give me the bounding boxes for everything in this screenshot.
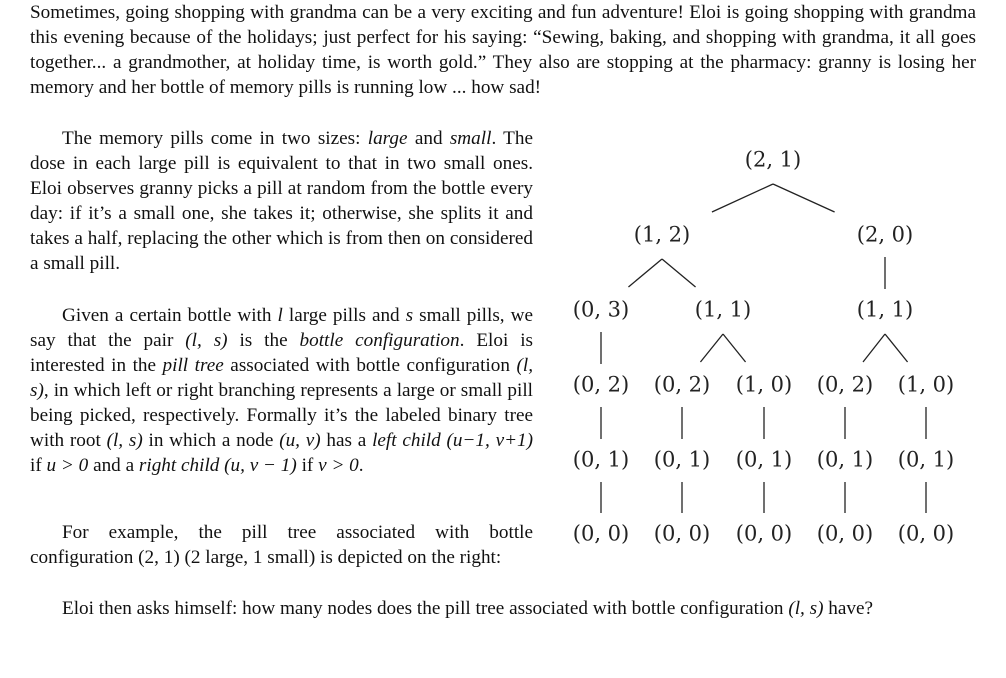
tree-node: (0, 0) [653, 521, 711, 546]
tree-node: (1, 1) [694, 297, 752, 322]
math-node: (u, v) [279, 430, 321, 451]
tree-node: (2, 1) [744, 147, 802, 172]
tree-node: (2, 0) [856, 222, 914, 247]
tree-node: (0, 1) [572, 447, 630, 472]
text-run: have? [823, 598, 874, 619]
text-run: has a [320, 430, 373, 451]
text-run: if [30, 455, 47, 476]
tree-edge [712, 184, 773, 212]
tree-node: (0, 0) [816, 521, 874, 546]
text-run: Eloi then asks himself: how many nodes does the pill tree associated with bottle configuration [62, 598, 789, 619]
tree-node: (0, 0) [897, 521, 955, 546]
text-run: associated with bottle configuration [223, 355, 517, 376]
math-pair: (l, s) [106, 430, 143, 451]
text-run: The memory pills come in two sizes: [62, 128, 368, 149]
tree-edge [863, 334, 885, 362]
math-pair: (l, s) [788, 598, 824, 619]
text-run: small pills, we say that the pair [30, 305, 533, 351]
emphasis-small: small [449, 128, 492, 149]
tree-node: (0, 2) [816, 372, 874, 397]
math-pair: (l, s) [185, 330, 228, 351]
text-run: . [358, 455, 364, 476]
paragraph-pill-sizes [30, 126, 533, 276]
text-run: . Eloi is interested in the [30, 330, 533, 376]
paragraph-definition [30, 303, 533, 478]
paragraph-intro-text: Sometimes, going shopping with grandma can be a very exciting and fun adventure! Eloi is going shopping with grandma this evening because of the holidays; just perfect for his saying: “Sewing, baking, and shopping with grandma, it all goes together... a grandmother, at holiday time, is worth gold.” They also are stopping at the pharmacy: granny is losing her memory and her bottle of memory pills is running low ... how sad! [30, 2, 976, 98]
tree-node: (0, 2) [572, 372, 630, 397]
tree-node: (1, 2) [633, 222, 691, 247]
tree-node: (0, 3) [572, 297, 630, 322]
tree-node: (0, 0) [572, 521, 630, 546]
math-condition-v: v > 0 [318, 455, 359, 476]
text-run: and a [88, 455, 139, 476]
math-pair: (l, s) [30, 355, 533, 401]
pill-tree-figure [540, 135, 980, 560]
tree-edge [628, 259, 662, 287]
tree-node: (0, 2) [653, 372, 711, 397]
math-condition-u: u > 0 [46, 455, 89, 476]
math-right-child: (u, v − 1) [219, 455, 297, 476]
tree-node: (0, 1) [653, 447, 711, 472]
text-run: large pills and [282, 305, 406, 326]
paragraph-intro [30, 0, 976, 100]
emphasis-right-child: right child [138, 455, 220, 476]
paragraph-example [30, 520, 533, 570]
tree-node: (0, 0) [735, 521, 793, 546]
emphasis-bottle-configuration: bottle configuration [299, 330, 460, 351]
math-l: l [277, 305, 283, 326]
tree-edge [885, 334, 908, 362]
pill-tree-edges [540, 135, 980, 560]
paragraph-question [30, 596, 976, 621]
text-run: and [407, 128, 450, 149]
text-run: is the [227, 330, 300, 351]
text-run: , in which left or right branching represents a large or small pill being picked, respectively. Formally it’s the labeled binary tree with root [30, 380, 533, 451]
tree-edge [662, 259, 696, 287]
paragraph-example-text: For example, the pill tree associated with bottle configuration (2, 1) (2 large, 1 small) is depicted on the right: [30, 522, 533, 568]
text-run: in which a node [142, 430, 280, 451]
tree-node: (0, 1) [897, 447, 955, 472]
math-left-child: (u−1, v+1) [440, 430, 534, 451]
tree-node: (1, 1) [856, 297, 914, 322]
tree-edge [700, 334, 723, 362]
emphasis-pill-tree: pill tree [162, 355, 224, 376]
emphasis-large: large [367, 128, 408, 149]
text-run: Given a certain bottle with [62, 305, 278, 326]
text-run: . The dose in each large pill is equivalent to that in two small ones. Eloi observes granny picks a pill at random from the bottle every day: if it’s a small one, she takes it; otherwise, she splits it and takes a half, replacing the other which is from then on considered a small pill. [30, 128, 534, 274]
tree-node: (0, 1) [816, 447, 874, 472]
tree-edge [773, 184, 835, 212]
tree-node: (1, 0) [735, 372, 793, 397]
emphasis-left-child: left child [372, 430, 441, 451]
text-run: if [296, 455, 319, 476]
tree-edge [723, 334, 746, 362]
math-s: s [405, 305, 414, 326]
tree-node: (1, 0) [897, 372, 955, 397]
tree-node: (0, 1) [735, 447, 793, 472]
